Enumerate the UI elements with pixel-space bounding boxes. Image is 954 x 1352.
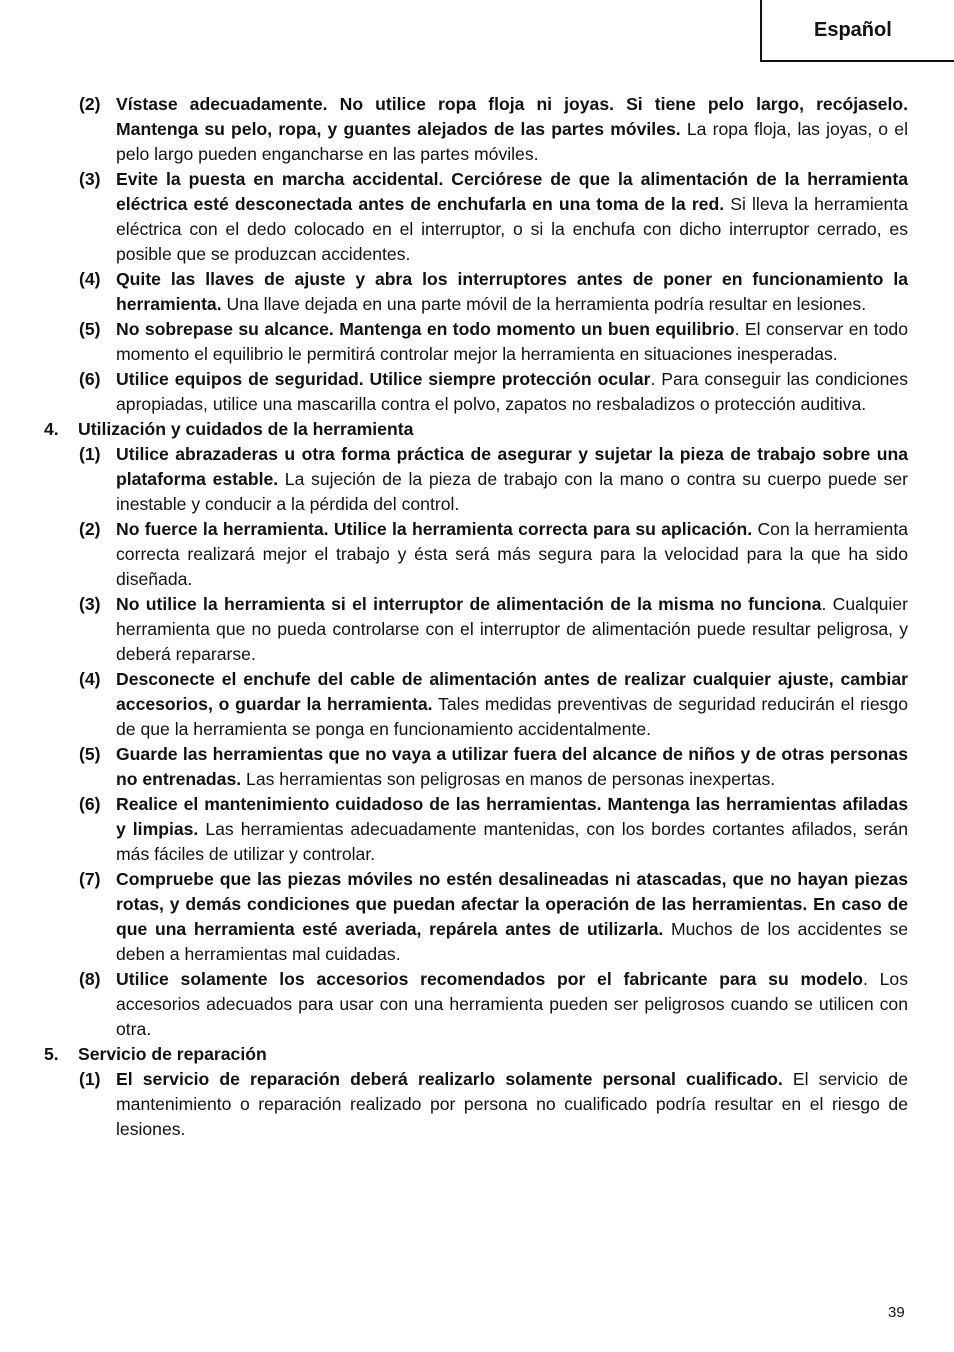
item-number: (8) bbox=[79, 969, 101, 989]
list-item bbox=[44, 742, 908, 792]
language-tab bbox=[760, 0, 954, 62]
page-number: 39 bbox=[888, 1304, 905, 1321]
section-title: Servicio de reparación bbox=[78, 1044, 267, 1064]
item-number: (5) bbox=[79, 319, 101, 339]
item-bold-text: Utilice abrazaderas u otra forma práctica de asegurar y sujetar la pieza de trabajo sobre una plataforma estable. bbox=[116, 444, 908, 489]
list-item bbox=[44, 867, 908, 967]
item-text: . Los accesorios adecuados para usar con una herramienta pueden ser peligrosos cuando se utilicen con otra. bbox=[116, 969, 908, 1039]
section-title: Utilización y cuidados de la herramienta bbox=[78, 419, 414, 439]
item-text: Muchos de los accidentes se deben a herramientas mal cuidadas. bbox=[116, 919, 908, 964]
item-number: (5) bbox=[79, 744, 101, 764]
item-text: . El conservar en todo momento el equilibrio le permitirá controlar mejor la herramienta en situaciones inesperadas. bbox=[116, 319, 908, 364]
item-text: Con la herramienta correcta realizará mejor el trabajo y ésta será más segura para la velocidad para la que ha sido diseñada. bbox=[116, 519, 908, 589]
item-number: (3) bbox=[79, 594, 101, 614]
item-bold-text: No utilice la herramienta si el interruptor de alimentación de la misma no funciona bbox=[116, 594, 822, 614]
item-bold-text: Realice el mantenimiento cuidadoso de las herramientas. Mantenga las herramientas afiladas y limpias. bbox=[116, 794, 908, 839]
list-item bbox=[44, 967, 908, 1042]
item-bold-text: Guarde las herramientas que no vaya a utilizar fuera del alcance de niños y de otras personas no entrenadas. bbox=[116, 744, 908, 789]
item-number: (2) bbox=[79, 94, 101, 114]
language-label: Español bbox=[814, 18, 892, 41]
list-item bbox=[44, 367, 908, 417]
list-item bbox=[44, 317, 908, 367]
item-number: (6) bbox=[79, 794, 101, 814]
item-text: El servicio de mantenimiento o reparación realizado por persona no cualificado podría resultar en el riesgo de lesiones. bbox=[116, 1069, 909, 1139]
item-text: Una llave dejada en una parte móvil de la herramienta podría resultar en lesiones. bbox=[221, 294, 867, 314]
item-bold-text: No fuerce la herramienta. Utilice la herramienta correcta para su aplicación. bbox=[116, 519, 753, 539]
item-text: Si lleva la herramienta eléctrica con el dedo colocado en el interruptor, o si la enchufa con dicho interruptor cerrado, es posible que se produzcan accidentes. bbox=[116, 194, 909, 264]
section-number: 4. bbox=[44, 419, 59, 439]
item-number: (6) bbox=[79, 369, 101, 389]
item-bold-text: No sobrepase su alcance. Mantenga en todo momento un buen equilibrio bbox=[116, 319, 735, 339]
item-number: (3) bbox=[79, 169, 101, 189]
item-bold-text: Desconecte el enchufe del cable de alimentación antes de realizar cualquier ajuste, cambiar accesorios, o guardar la herramienta. bbox=[116, 669, 908, 714]
section-number: 5. bbox=[44, 1044, 59, 1064]
item-bold-text: El servicio de reparación deberá realizarlo solamente personal cualificado. bbox=[116, 1069, 783, 1089]
list-item bbox=[44, 1067, 908, 1142]
item-number: (1) bbox=[79, 1069, 101, 1089]
item-number: (4) bbox=[79, 669, 101, 689]
item-bold-text: Quite las llaves de ajuste y abra los interruptores antes de poner en funcionamiento la herramienta. bbox=[116, 269, 908, 314]
list-item bbox=[44, 92, 908, 167]
item-bold-text: Compruebe que las piezas móviles no estén desalineadas ni atascadas, que no hayan piezas rotas, y demás condiciones que puedan afectar la operación de las herramientas. En caso de que una herramienta esté averiada, repárela antes de utilizarla. bbox=[116, 869, 908, 939]
item-bold-text: Utilice equipos de seguridad. Utilice siempre protección ocular bbox=[116, 369, 651, 389]
list-item bbox=[44, 792, 908, 867]
list-item bbox=[44, 592, 908, 667]
item-number: (2) bbox=[79, 519, 101, 539]
section-heading bbox=[44, 1042, 908, 1067]
item-number: (1) bbox=[79, 444, 101, 464]
item-text: Las herramientas adecuadamente mantenidas, con los bordes cortantes afilados, serán más fáciles de utilizar y controlar. bbox=[116, 819, 908, 864]
list-item bbox=[44, 667, 908, 742]
section-heading bbox=[44, 417, 908, 442]
item-number: (4) bbox=[79, 269, 101, 289]
item-number: (7) bbox=[79, 869, 101, 889]
list-item bbox=[44, 267, 908, 317]
item-text: . Para conseguir las condiciones apropiadas, utilice una mascarilla contra el polvo, zapatos no resbaladizos o protección auditiva. bbox=[116, 369, 908, 414]
document-body bbox=[44, 92, 908, 1142]
item-text: Tales medidas preventivas de seguridad reducirán el riesgo de que la herramienta se ponga en funcionamiento accidentalmente. bbox=[116, 694, 908, 739]
item-bold-text: Evite la puesta en marcha accidental. Cerciórese de que la alimentación de la herramienta eléctrica esté desconectada antes de enchufarla en una toma de la red. bbox=[116, 169, 908, 214]
item-bold-text: Vístase adecuadamente. No utilice ropa floja ni joyas. Si tiene pelo largo, recójaselo. Mantenga su pelo, ropa, y guantes alejados de las partes móviles. bbox=[116, 94, 908, 139]
item-text: . Cualquier herramienta que no pueda controlarse con el interruptor de alimentación puede resultar peligrosa, y deberá repararse. bbox=[116, 594, 908, 664]
list-item bbox=[44, 167, 908, 267]
item-text: La sujeción de la pieza de trabajo con la mano o contra su cuerpo puede ser inestable y conducir a la pérdida del control. bbox=[116, 469, 909, 514]
item-text: La ropa floja, las joyas, o el pelo largo pueden engancharse en las partes móviles. bbox=[116, 119, 908, 164]
list-item bbox=[44, 517, 908, 592]
item-bold-text: Utilice solamente los accesorios recomendados por el fabricante para su modelo bbox=[116, 969, 863, 989]
item-text: Las herramientas son peligrosas en manos de personas inexpertas. bbox=[241, 769, 776, 789]
list-item bbox=[44, 442, 908, 517]
